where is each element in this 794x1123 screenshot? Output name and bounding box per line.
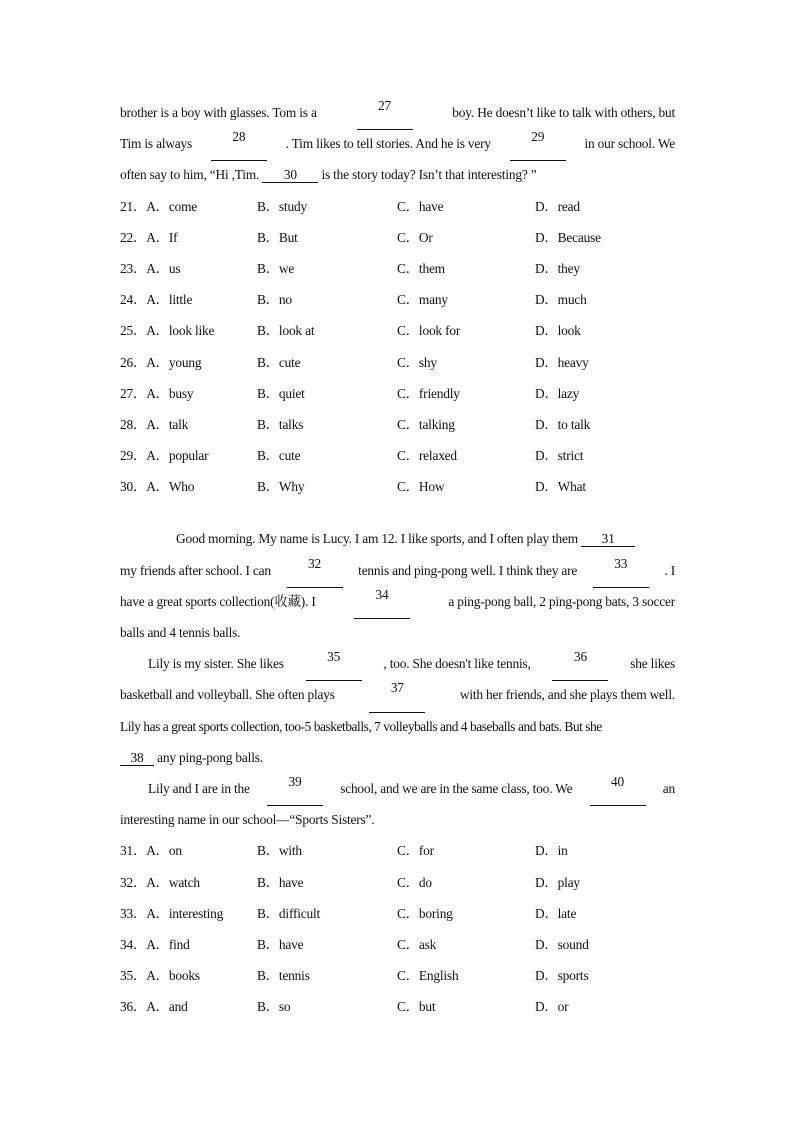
- text-run: have a great sports collection(收藏). I: [120, 593, 316, 609]
- option-text: B．no: [257, 292, 292, 308]
- text-run: brother is a boy with glasses. Tom is a: [120, 105, 317, 120]
- question-row: [120, 255, 675, 286]
- question-number: 31．: [120, 843, 147, 859]
- question-number: 35．: [120, 968, 147, 984]
- question-row: [120, 900, 675, 931]
- passage-line: [120, 681, 675, 712]
- option-text: A．busy: [146, 385, 194, 401]
- option-text: D．or: [535, 999, 569, 1015]
- option-b[interactable]: [257, 286, 397, 317]
- question-row: [120, 962, 675, 993]
- text-run: she likes: [630, 656, 675, 672]
- option-text: C．have: [397, 198, 444, 214]
- option-c[interactable]: [397, 962, 535, 993]
- option-text: B．look at: [257, 323, 315, 339]
- question-number: 34．: [120, 936, 147, 952]
- passage-line: [120, 161, 675, 192]
- option-b[interactable]: [257, 349, 397, 380]
- option-text: D．late: [535, 905, 577, 921]
- passage-line: [120, 130, 675, 161]
- worksheet-content: [120, 99, 675, 1024]
- text-run: balls and 4 tennis balls.: [120, 625, 241, 640]
- option-text: C．Or: [397, 229, 433, 245]
- option-a[interactable]: [120, 349, 257, 380]
- option-c[interactable]: [397, 473, 535, 504]
- text-run: is the story today? Isn’t that interesting? ”: [321, 167, 537, 183]
- question-row: [120, 473, 675, 504]
- option-c[interactable]: [397, 317, 535, 348]
- option-a[interactable]: [120, 837, 257, 868]
- option-text: C．for: [397, 843, 434, 859]
- option-c[interactable]: [397, 869, 535, 900]
- question-number: 21．: [120, 198, 147, 214]
- question-row: [120, 869, 675, 900]
- option-text: D．in: [535, 843, 568, 859]
- blank-30: 30: [262, 168, 318, 183]
- question-row: [120, 317, 675, 348]
- question-number: 30．: [120, 479, 147, 495]
- option-c[interactable]: [397, 255, 535, 286]
- question-row: [120, 837, 675, 868]
- option-d[interactable]: [535, 317, 675, 348]
- passage-line: [120, 99, 675, 130]
- option-text: C．many: [397, 292, 448, 308]
- option-text: B．study: [257, 198, 307, 214]
- option-a[interactable]: [120, 900, 257, 931]
- text-run: an: [662, 780, 675, 796]
- option-text: A．come: [146, 198, 198, 214]
- text-run: a ping-pong ball, 2 ping-pong bats, 3 soccer: [448, 593, 675, 609]
- option-b[interactable]: [257, 380, 397, 411]
- option-b[interactable]: [257, 869, 397, 900]
- text-run: with her friends, and she plays them well.: [459, 687, 675, 703]
- question-list-31-36: [120, 837, 675, 1024]
- option-d[interactable]: [535, 837, 675, 868]
- text-run: Lily is my sister. She likes: [148, 656, 284, 672]
- option-text: C．do: [397, 874, 432, 890]
- option-b[interactable]: [257, 473, 397, 504]
- text-run: basketball and volleyball. She often plays: [120, 687, 335, 703]
- question-number: 33．: [120, 905, 147, 921]
- question-row: [120, 286, 675, 317]
- option-d[interactable]: [535, 442, 675, 473]
- text-run: . Tim likes to tell stories. And he is very: [285, 136, 491, 152]
- option-text: C．boring: [397, 905, 453, 921]
- option-text: B．difficult: [257, 905, 321, 921]
- option-d[interactable]: [535, 286, 675, 317]
- text-run: any ping-pong balls.: [157, 749, 263, 765]
- blank-31: 31: [581, 532, 635, 547]
- blank-38: 38: [120, 751, 154, 766]
- option-a[interactable]: [120, 411, 257, 442]
- option-a[interactable]: [120, 286, 257, 317]
- option-text: B．cute: [257, 354, 301, 370]
- option-b[interactable]: [257, 442, 397, 473]
- option-a[interactable]: [120, 931, 257, 962]
- option-d[interactable]: [535, 869, 675, 900]
- option-text: A．find: [146, 936, 190, 952]
- option-text: D．they: [535, 260, 580, 276]
- option-c[interactable]: [397, 931, 535, 962]
- option-text: B．But: [257, 229, 298, 245]
- option-d[interactable]: [535, 193, 675, 224]
- blank-32: 32: [287, 557, 343, 588]
- passage-line: [120, 619, 675, 650]
- blank-27: 27: [357, 99, 413, 130]
- option-text: C．ask: [397, 936, 437, 952]
- option-text: A．watch: [146, 874, 200, 890]
- blank-34: 34: [354, 588, 410, 619]
- text-run: Lily has a great sports collection, too-5 basketballs, 7 volleyballs and 4 baseballs and bats. But she: [120, 718, 602, 734]
- text-run: interesting name in our school—“Sports Sisters”.: [120, 812, 375, 828]
- option-text: B．talks: [257, 416, 304, 432]
- option-a[interactable]: [120, 224, 257, 255]
- option-text: C．but: [397, 999, 436, 1015]
- option-text: D．sports: [535, 968, 589, 984]
- blank-37: 37: [369, 681, 425, 712]
- option-d[interactable]: [535, 349, 675, 380]
- text-run: Lily and I are in the: [148, 780, 250, 796]
- option-text: D．play: [535, 874, 580, 890]
- option-text: A．books: [146, 968, 200, 984]
- option-text: B．quiet: [257, 385, 305, 401]
- question-number: 28．: [120, 416, 147, 432]
- text-run: often say to him, “Hi ,Tim.: [120, 167, 263, 183]
- option-c[interactable]: [397, 411, 535, 442]
- option-b[interactable]: [257, 193, 397, 224]
- option-text: D．sound: [535, 936, 589, 952]
- passage-line: [120, 713, 675, 744]
- option-text: C．look for: [397, 323, 461, 339]
- option-text: A．interesting: [146, 905, 224, 921]
- question-number: 27．: [120, 385, 147, 401]
- option-c[interactable]: [397, 380, 535, 411]
- option-a[interactable]: [120, 442, 257, 473]
- option-a[interactable]: [120, 993, 257, 1024]
- option-d[interactable]: [535, 993, 675, 1024]
- option-c[interactable]: [397, 900, 535, 931]
- question-row: [120, 931, 675, 962]
- passage-line: [120, 557, 675, 588]
- blank-40: 40: [590, 775, 646, 806]
- text-run: school, and we are in the same class, too. We: [340, 780, 573, 796]
- text-run: in our school. We: [584, 136, 675, 152]
- text-run: boy. He doesn’t like to talk with others, but: [452, 105, 675, 120]
- blank-33: 33: [593, 557, 649, 588]
- passage-1-tail: [120, 99, 675, 193]
- question-number: 24．: [120, 292, 147, 308]
- option-text: A．and: [146, 999, 188, 1015]
- option-text: D．lazy: [535, 385, 580, 401]
- question-number: 36．: [120, 999, 147, 1015]
- question-number: 23．: [120, 260, 147, 276]
- option-d[interactable]: [535, 900, 675, 931]
- option-b[interactable]: [257, 317, 397, 348]
- blank-28: 28: [211, 130, 267, 161]
- blank-29: 29: [510, 130, 566, 161]
- passage-2: [120, 525, 675, 837]
- text-run: . I: [664, 562, 675, 578]
- option-a[interactable]: [120, 962, 257, 993]
- option-text: C．relaxed: [397, 448, 457, 464]
- question-row: [120, 380, 675, 411]
- option-c[interactable]: [397, 442, 535, 473]
- option-text: D．to talk: [535, 416, 591, 432]
- option-text: A．us: [146, 260, 181, 276]
- question-number: 32．: [120, 874, 147, 890]
- text-run: tennis and ping-pong well. I think they are: [358, 562, 578, 578]
- question-number: 29．: [120, 448, 147, 464]
- option-a[interactable]: [120, 380, 257, 411]
- passage-line: [120, 525, 675, 556]
- option-text: C．talking: [397, 416, 455, 432]
- option-d[interactable]: [535, 255, 675, 286]
- passage-line: [120, 775, 675, 806]
- question-row: [120, 224, 675, 255]
- option-a[interactable]: [120, 193, 257, 224]
- option-text: D．look: [535, 323, 581, 339]
- option-text: D．read: [535, 198, 580, 214]
- option-b[interactable]: [257, 900, 397, 931]
- blank-36: 36: [552, 650, 608, 681]
- question-row: [120, 442, 675, 473]
- option-text: A．Who: [146, 479, 195, 495]
- option-d[interactable]: [535, 380, 675, 411]
- option-text: C．shy: [397, 354, 437, 370]
- option-text: B．tennis: [257, 968, 310, 984]
- option-b[interactable]: [257, 837, 397, 868]
- question-number: 25．: [120, 323, 147, 339]
- option-text: D．much: [535, 292, 587, 308]
- option-b[interactable]: [257, 931, 397, 962]
- option-d[interactable]: [535, 473, 675, 504]
- option-c[interactable]: [397, 837, 535, 868]
- option-text: B．have: [257, 936, 304, 952]
- option-text: C．friendly: [397, 385, 460, 401]
- option-d[interactable]: [535, 411, 675, 442]
- option-c[interactable]: [397, 993, 535, 1024]
- option-text: C．English: [397, 968, 459, 984]
- passage-line: [120, 744, 675, 775]
- option-text: A．If: [146, 229, 178, 245]
- option-text: D．heavy: [535, 354, 589, 370]
- option-b[interactable]: [257, 255, 397, 286]
- option-a[interactable]: [120, 869, 257, 900]
- option-c[interactable]: [397, 224, 535, 255]
- option-a[interactable]: [120, 317, 257, 348]
- option-d[interactable]: [535, 931, 675, 962]
- option-text: A．talk: [146, 416, 189, 432]
- option-c[interactable]: [397, 193, 535, 224]
- option-text: D．strict: [535, 448, 584, 464]
- section-gap: [120, 504, 675, 525]
- passage-line: [120, 806, 675, 837]
- passage-line: [120, 650, 675, 681]
- option-text: B．Why: [257, 479, 305, 495]
- option-text: A．look like: [146, 323, 215, 339]
- option-text: A．popular: [146, 448, 209, 464]
- option-text: C．How: [397, 479, 445, 495]
- passage-line: [120, 588, 675, 619]
- text-run: Good morning. My name is Lucy. I am 12. I like sports, and I often play them: [176, 531, 582, 547]
- blank-35: 35: [306, 650, 362, 681]
- text-run: Tim is always: [120, 136, 193, 152]
- option-d[interactable]: [535, 224, 675, 255]
- option-text: A．young: [146, 354, 202, 370]
- question-number: 26．: [120, 354, 147, 370]
- blank-39: 39: [267, 775, 323, 806]
- question-row: [120, 411, 675, 442]
- option-text: D．Because: [535, 229, 601, 245]
- option-text: B．have: [257, 874, 304, 890]
- option-text: A．on: [146, 843, 182, 859]
- option-text: B．so: [257, 999, 291, 1015]
- option-b[interactable]: [257, 224, 397, 255]
- option-c[interactable]: [397, 349, 535, 380]
- option-b[interactable]: [257, 962, 397, 993]
- text-run: my friends after school. I can: [120, 562, 271, 578]
- option-text: B．cute: [257, 448, 301, 464]
- question-row: [120, 349, 675, 380]
- option-a[interactable]: [120, 255, 257, 286]
- option-b[interactable]: [257, 411, 397, 442]
- option-b[interactable]: [257, 993, 397, 1024]
- option-text: D．What: [535, 479, 586, 495]
- option-a[interactable]: [120, 473, 257, 504]
- option-text: B．we: [257, 260, 295, 276]
- option-text: A．little: [146, 292, 193, 308]
- option-d[interactable]: [535, 962, 675, 993]
- text-run: , too. She doesn't like tennis,: [383, 656, 531, 672]
- question-list-21-30: [120, 193, 675, 505]
- option-text: C．them: [397, 260, 445, 276]
- option-text: B．with: [257, 843, 302, 859]
- question-row: [120, 993, 675, 1024]
- option-c[interactable]: [397, 286, 535, 317]
- question-number: 22．: [120, 229, 147, 245]
- question-row: [120, 193, 675, 224]
